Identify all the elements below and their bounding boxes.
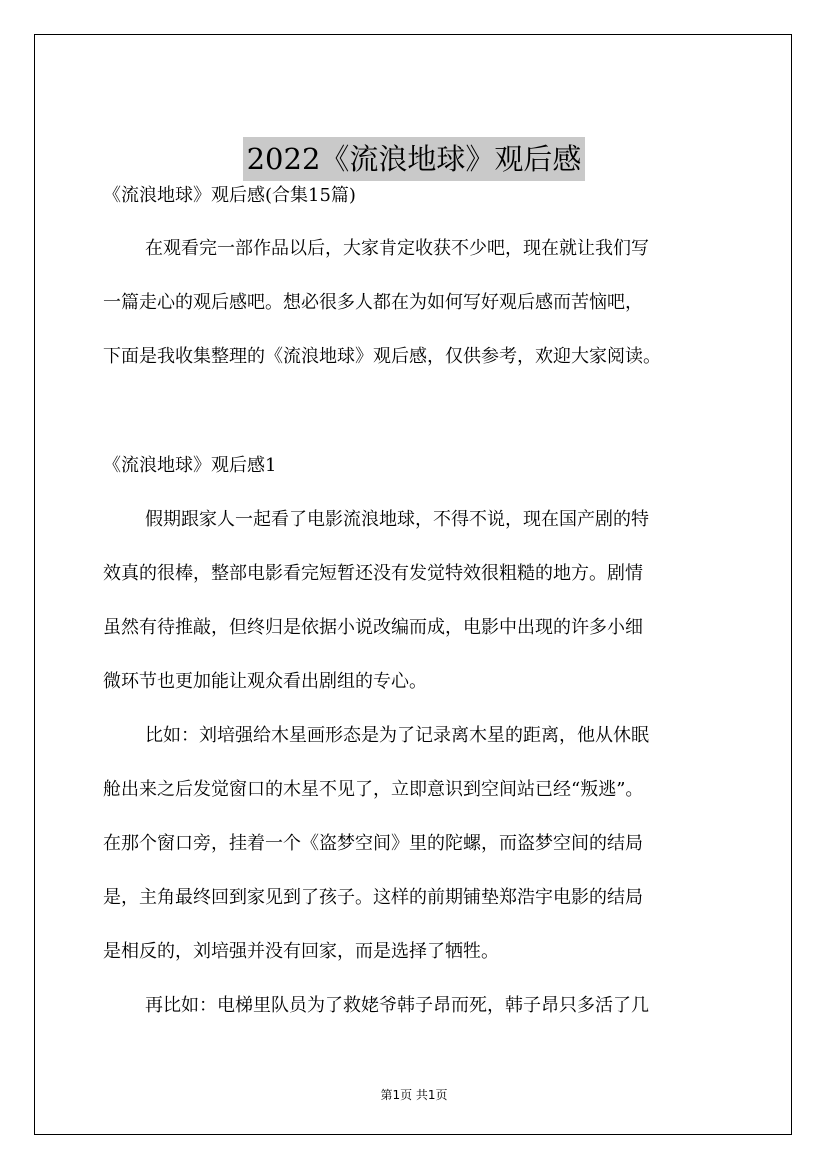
intro-line-1: 在观看完一部作品以后，大家肯定收获不少吧，现在就让我们写	[145, 238, 649, 259]
section-heading: 《流浪地球》观后感1	[103, 455, 277, 476]
intro-line-2: 一篇走心的观后感吧。想必很多人都在为如何写好观后感而苦恼吧，	[103, 292, 643, 313]
para1-line-3: 虽然有待推敲，但终归是依据小说改编而成，电影中出现的许多小细	[103, 617, 643, 638]
para3-line-1: 再比如：电梯里队员为了救姥爷韩子昂而死，韩子昂只多活了几	[145, 995, 649, 1016]
para1-line-2: 效真的很棒，整部电影看完短暂还没有发觉特效很粗糙的地方。剧情	[103, 563, 643, 584]
title-wrapper	[35, 137, 793, 181]
document-page	[34, 34, 792, 1135]
para2-line-4: 是，主角最终回到家见到了孩子。这样的前期铺垫郑浩宇电影的结局	[103, 887, 643, 908]
para1-line-1: 假期跟家人一起看了电影流浪地球，不得不说，现在国产剧的特	[145, 509, 649, 530]
para2-line-1: 比如：刘培强给木星画形态是为了记录离木星的距离，他从休眠	[145, 725, 649, 746]
para2-line-5: 是相反的，刘培强并没有回家，而是选择了牺牲。	[103, 941, 499, 962]
page-footer: 第1页 共1页	[380, 1088, 448, 1102]
para1-line-4: 微环节也更加能让观众看出剧组的专心。	[103, 671, 427, 692]
document-subtitle: 《流浪地球》观后感(合集15篇)	[103, 185, 356, 206]
intro-line-3: 下面是我收集整理的《流浪地球》观后感，仅供参考，欢迎大家阅读。	[103, 346, 661, 367]
para2-line-3: 在那个窗口旁，挂着一个《盗梦空间》里的陀螺，而盗梦空间的结局	[103, 833, 643, 854]
para2-line-2: 舱出来之后发觉窗口的木星不见了，立即意识到空间站已经“叛逃”。	[103, 779, 644, 800]
document-title: 2022《流浪地球》观后感	[243, 137, 586, 181]
